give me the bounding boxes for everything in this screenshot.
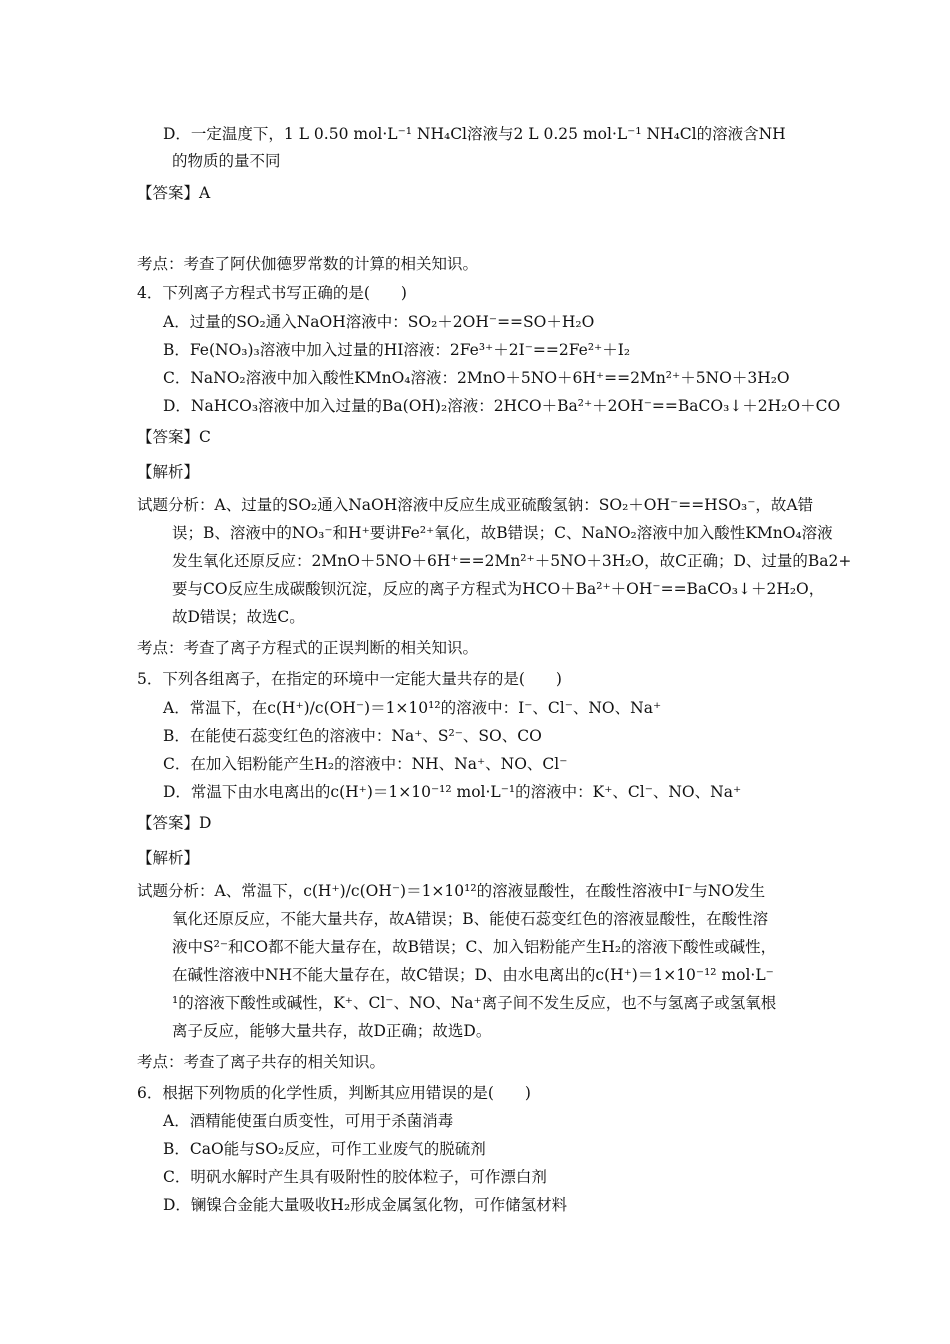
q4-option-a: A．过量的SO₂通入NaOH溶液中：SO₂＋2OH⁻==SO＋H₂O — [163, 313, 595, 331]
q6-option-c: C．明矾水解时产生具有吸附性的胶体粒子，可作漂白剂 — [163, 1168, 547, 1186]
q4-jiexi-heading: 【解析】 — [137, 463, 200, 481]
q6-option-d: D．镧镍合金能大量吸收H₂形成金属氢化物，可作储氢材料 — [163, 1196, 568, 1214]
q5-option-b: B．在能使石蕊变红色的溶液中：Na⁺、S²⁻、SO、CO — [163, 727, 542, 745]
q6-option-a: A．酒精能使蛋白质变性，可用于杀菌消毒 — [163, 1112, 454, 1130]
q5-analysis-line2: 氧化还原反应，不能大量共存，故A错误；B、能使石蕊变红色的溶液显酸性，在酸性溶 — [172, 910, 769, 928]
q5-stem: 5．下列各组离子，在指定的环境中一定能大量共存的是( ) — [137, 670, 562, 688]
q5-option-d: D．常温下由水电离出的c(H⁺)＝1×10⁻¹² mol·L⁻¹的溶液中：K⁺、Cl⁻、NO、Na⁺ — [163, 783, 742, 801]
q3-kaodian: 考点：考查了阿伏伽德罗常数的计算的相关知识。 — [137, 255, 479, 273]
q4-option-b: B．Fe(NO₃)₃溶液中加入过量的HI溶液：2Fe³⁺＋2I⁻==2Fe²⁺＋I₂ — [163, 341, 631, 359]
q5-jiexi-heading: 【解析】 — [137, 849, 200, 867]
q4-answer: 【答案】C — [137, 428, 211, 446]
q5-analysis-line5: ¹的溶液下酸性或碱性，K⁺、Cl⁻、NO、Na⁺离子间不发生反应，也不与氢离子或氢氧根 — [172, 994, 777, 1012]
q3-option-d-line2: 的物质的量不同 — [172, 152, 281, 170]
q5-analysis-line3: 液中S²⁻和CO都不能大量存在，故B错误；C、加入铝粉能产生H₂的溶液下酸性或碱性， — [172, 938, 777, 956]
q6-stem: 6．根据下列物质的化学性质，判断其应用错误的是( ) — [137, 1084, 531, 1102]
q4-analysis-line4: 要与CO反应生成碳酸钡沉淀，反应的离子方程式为HCO＋Ba²⁺＋OH⁻==BaCO₃↓＋2H₂O， — [172, 580, 825, 598]
q3-answer: 【答案】A — [137, 184, 211, 202]
q5-option-a: A．常温下，在c(H⁺)/c(OH⁻)＝1×10¹²的溶液中：I⁻、Cl⁻、NO、Na⁺ — [163, 699, 662, 717]
q5-kaodian: 考点：考查了离子共存的相关知识。 — [137, 1053, 386, 1071]
q4-option-d: D．NaHCO₃溶液中加入过量的Ba(OH)₂溶液：2HCO＋Ba²⁺＋2OH⁻==BaCO₃↓＋2H₂O＋CO — [163, 397, 841, 415]
q4-option-c: C．NaNO₂溶液中加入酸性KMnO₄溶液：2MnO＋5NO＋6H⁺==2Mn²⁺＋5NO＋3H₂O — [163, 369, 790, 387]
q4-kaodian: 考点：考查了离子方程式的正误判断的相关知识。 — [137, 639, 479, 657]
q5-answer: 【答案】D — [137, 814, 212, 832]
q3-option-d-line1: D．一定温度下，1 L 0.50 mol·L⁻¹ NH₄Cl溶液与2 L 0.25 mol·L⁻¹ NH₄Cl的溶液含NH — [163, 125, 786, 143]
q4-analysis-line2: 误；B、溶液中的NO₃⁻和H⁺要讲Fe²⁺氧化，故B错误；C、NaNO₂溶液中加入酸性KMnO₄溶液 — [172, 524, 833, 542]
q5-analysis-line6: 离子反应，能够大量共存，故D正确；故选D。 — [172, 1022, 492, 1040]
q4-analysis-line3: 发生氧化还原反应：2MnO＋5NO＋6H⁺==2Mn²⁺＋5NO＋3H₂O，故C正确；D、过量的Ba2+ — [172, 552, 852, 570]
q5-option-c: C．在加入铝粉能产生H₂的溶液中：NH、Na⁺、NO、Cl⁻ — [163, 755, 568, 773]
q4-analysis-line5: 故D错误；故选C。 — [172, 608, 305, 626]
q4-stem: 4．下列离子方程式书写正确的是( ) — [137, 284, 407, 302]
q5-analysis-line1: 试题分析：A、常温下，c(H⁺)/c(OH⁻)＝1×10¹²的溶液显酸性，在酸性溶液中I⁻与NO发生 — [137, 882, 766, 900]
q6-option-b: B．CaO能与SO₂反应，可作工业废气的脱硫剂 — [163, 1140, 486, 1158]
q4-analysis-line1: 试题分析：A、过量的SO₂通入NaOH溶液中反应生成亚硫酸氢钠：SO₂＋OH⁻==HSO₃⁻，故A错 — [137, 496, 814, 514]
q5-analysis-line4: 在碱性溶液中NH不能大量存在，故C错误；D、由水电离出的c(H⁺)＝1×10⁻¹² mol·L⁻ — [172, 966, 774, 984]
